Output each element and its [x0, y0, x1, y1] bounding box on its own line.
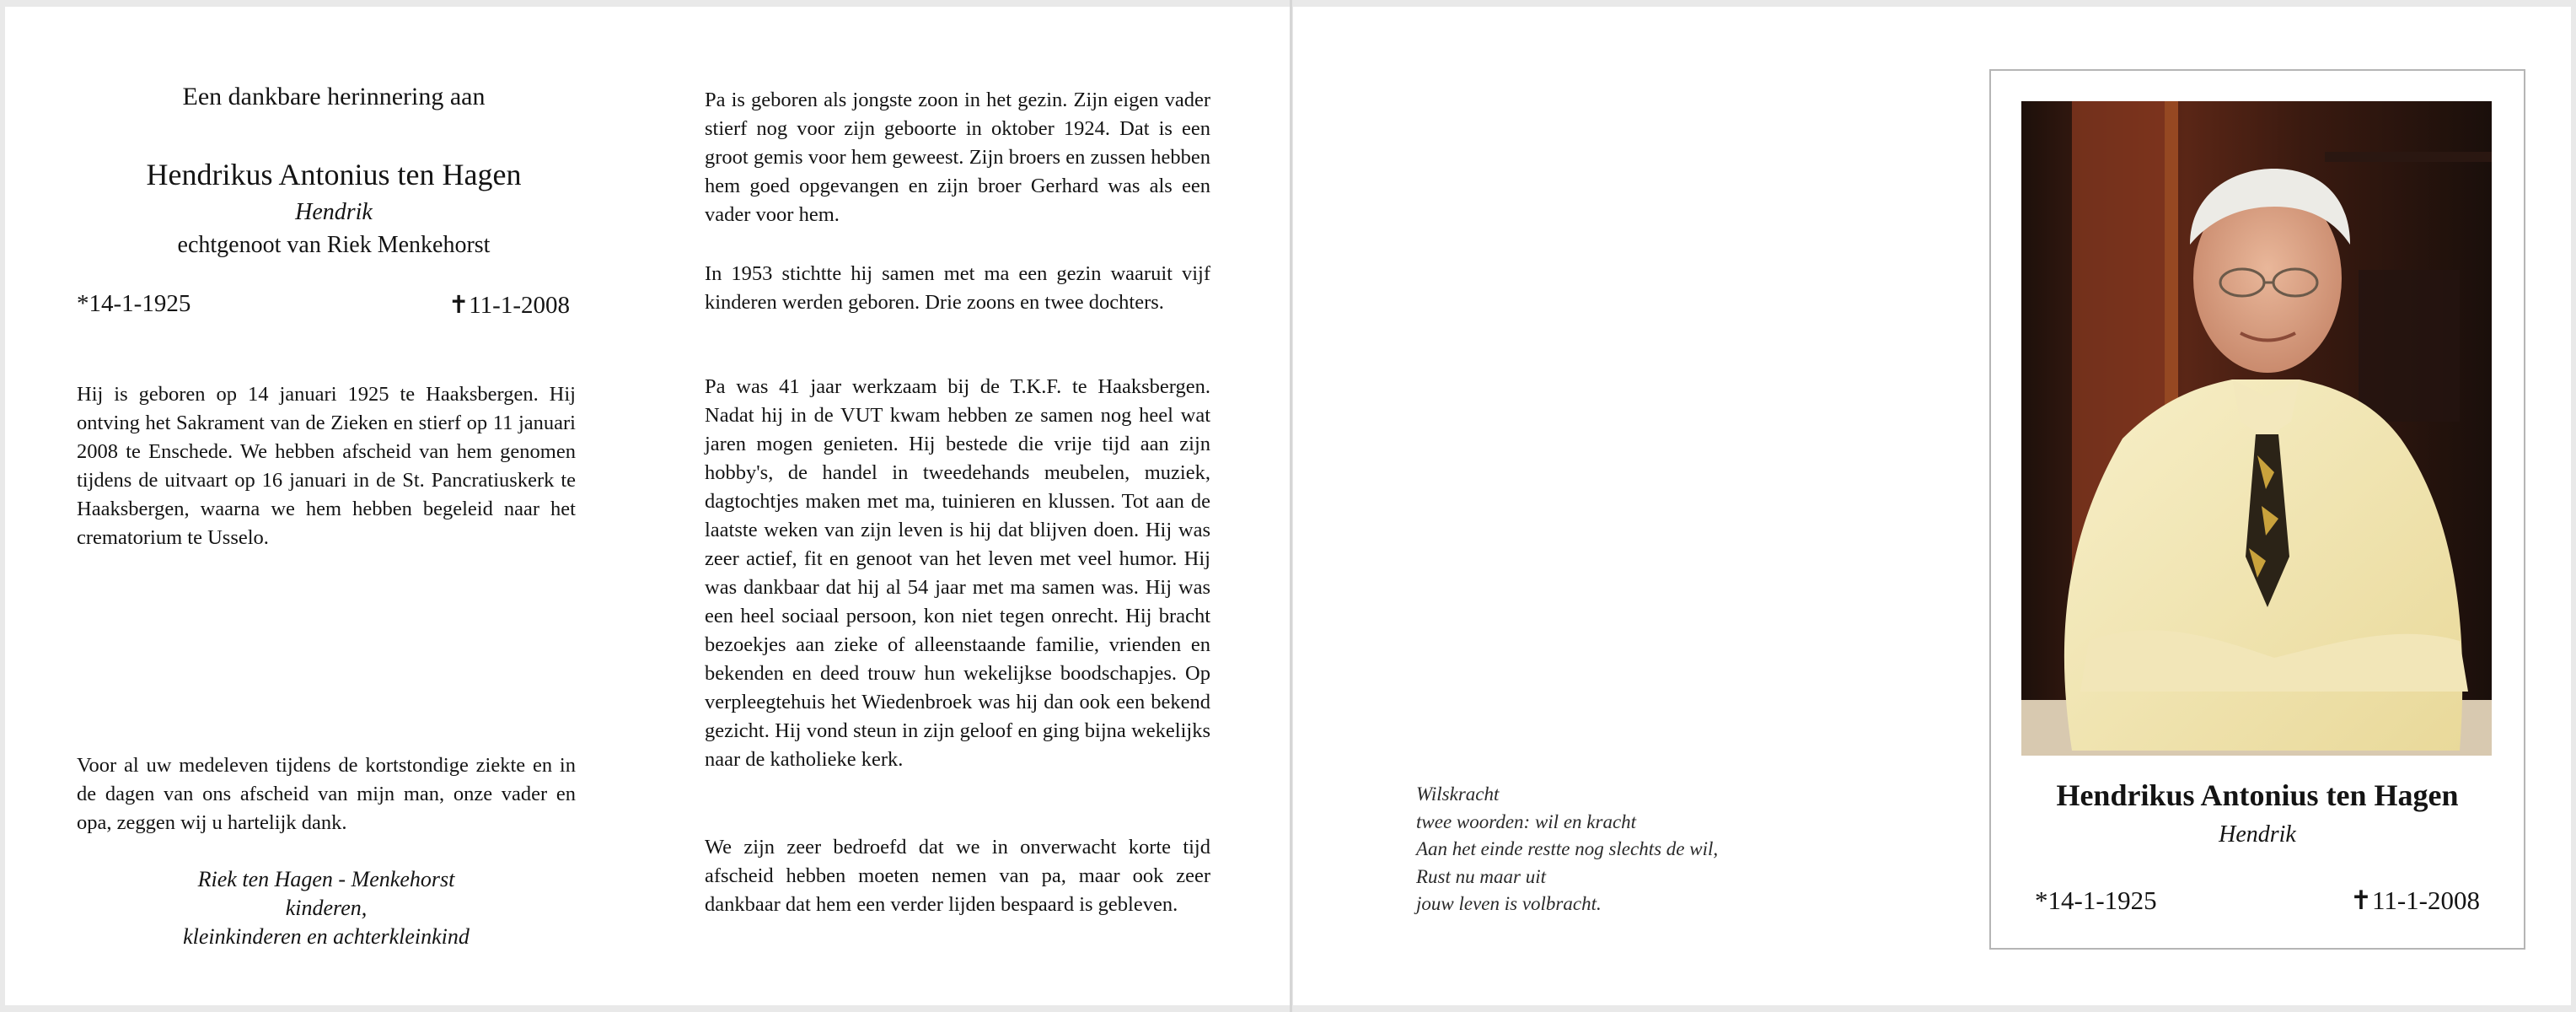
story-paragraph-3: Pa was 41 jaar werkzaam bij de T.K.F. te Haaksbergen. Nadat hij in de VUT kwam hebben ze samen nog heel wat jaren mogen genieten. Hij bestede die vrije tijd aan zijn hobby's, de handel in tweedehands meubelen, muziek, dagtochtjes maken met ma, tuinieren en klussen. Tot aan de laatste weken van zijn leven is hij dat blijven doen. Hij was zeer actief, fit en genoot van het leven met veel humor. Hij was dankbaar dat hij al 54 jaar met ma samen was. Hij was een heel sociaal persoon, kon niet tegen onrecht. Hij bracht bezoekjes aan zieke of alleenstaande familie, vrienden en bekenden en deed trouw hun wekelijkse boodschapjes. Op verpleegtehuis het Wiedenbroek was hij dan ook een bekend gezicht. Hij vond steun in zijn geloof en ging bijna wekelijks naar de katholieke kerk. — [705, 375, 1210, 771]
spouse-line: echtgenoot van Riek Menkehorst — [177, 232, 491, 258]
poem-line: Aan het einde restte nog slechts de wil, — [1416, 838, 1719, 859]
right-spread — [1293, 7, 2571, 1005]
thanks-paragraph: Voor al uw medeleven tijdens de kortstondige ziekte en in de dagen van ons afscheid van mijn man, onze vader en opa, zeggen wij u hartelijk dank. — [77, 754, 576, 834]
fold-divider — [1290, 0, 1292, 1012]
card-nickname: Hendrik — [2219, 821, 2296, 848]
story-paragraph-2: In 1953 stichtte hij samen met ma een gezin waaruit vijf kinderen werden geboren. Drie zoons en twee dochters. — [705, 262, 1210, 314]
signature-line: Riek ten Hagen - Menkehorst — [197, 867, 455, 891]
birth-date: *14-1-1925 — [77, 290, 191, 317]
death-date: ✝11-1-2008 — [448, 292, 570, 319]
signature-line: kinderen, — [285, 896, 368, 920]
card-birth-date: *14-1-1925 — [2035, 886, 2157, 915]
poem-line: twee woorden: wil en kracht — [1416, 810, 1637, 832]
poem-line: Wilskracht — [1416, 783, 1500, 805]
signature-line: kleinkinderen en achterkleinkind — [183, 924, 470, 949]
poem-line: Rust nu maar uit — [1416, 865, 1546, 887]
left-spread — [5, 7, 1290, 1005]
memorial-card — [1989, 69, 2525, 950]
story-paragraph-1: Pa is geboren als jongste zoon in het gezin. Zijn eigen vader stierf nog voor zijn geboorte in oktober 1924. Dat is een groot gemis voor hem geweest. Zijn broers en zussen hebben hem goed opgevangen en zijn broer Gerhard was als een vader voor hem. — [705, 89, 1210, 226]
story-paragraph-4: We zijn zeer bedroefd dat we in onverwacht korte tijd afscheid hebben moeten nemen van pa, maar ook zeer dankbaar dat hem een verder lijden bespaard is gebleven. — [705, 836, 1210, 916]
poem-line: jouw leven is volbracht. — [1416, 893, 1602, 914]
card-death-date: ✝11-1-2008 — [2350, 886, 2480, 915]
biography-paragraph: Hij is geboren op 14 januari 1925 te Haaksbergen. Hij ontving het Sakrament van de Zieken en stierf op 11 januari 2008 te Enschede. We hebben afscheid van hem genomen tijdens de uitvaart op 16 januari in de St. Pancratiuskerk te Haaksbergen, waarna we hem hebben begeleid naar het crematorium te Usselo. — [77, 383, 576, 549]
portrait-illustration — [2021, 101, 2492, 756]
card-name: Hendrikus Antonius ten Hagen — [2056, 778, 2459, 812]
poem — [1416, 781, 1718, 918]
signature-block — [77, 865, 576, 951]
nickname: Hendrik — [295, 199, 373, 225]
deceased-name: Hendrikus Antonius ten Hagen — [146, 158, 522, 191]
intro-line: Een dankbare herinnering aan — [182, 83, 486, 110]
portrait-photo — [2021, 101, 2492, 756]
